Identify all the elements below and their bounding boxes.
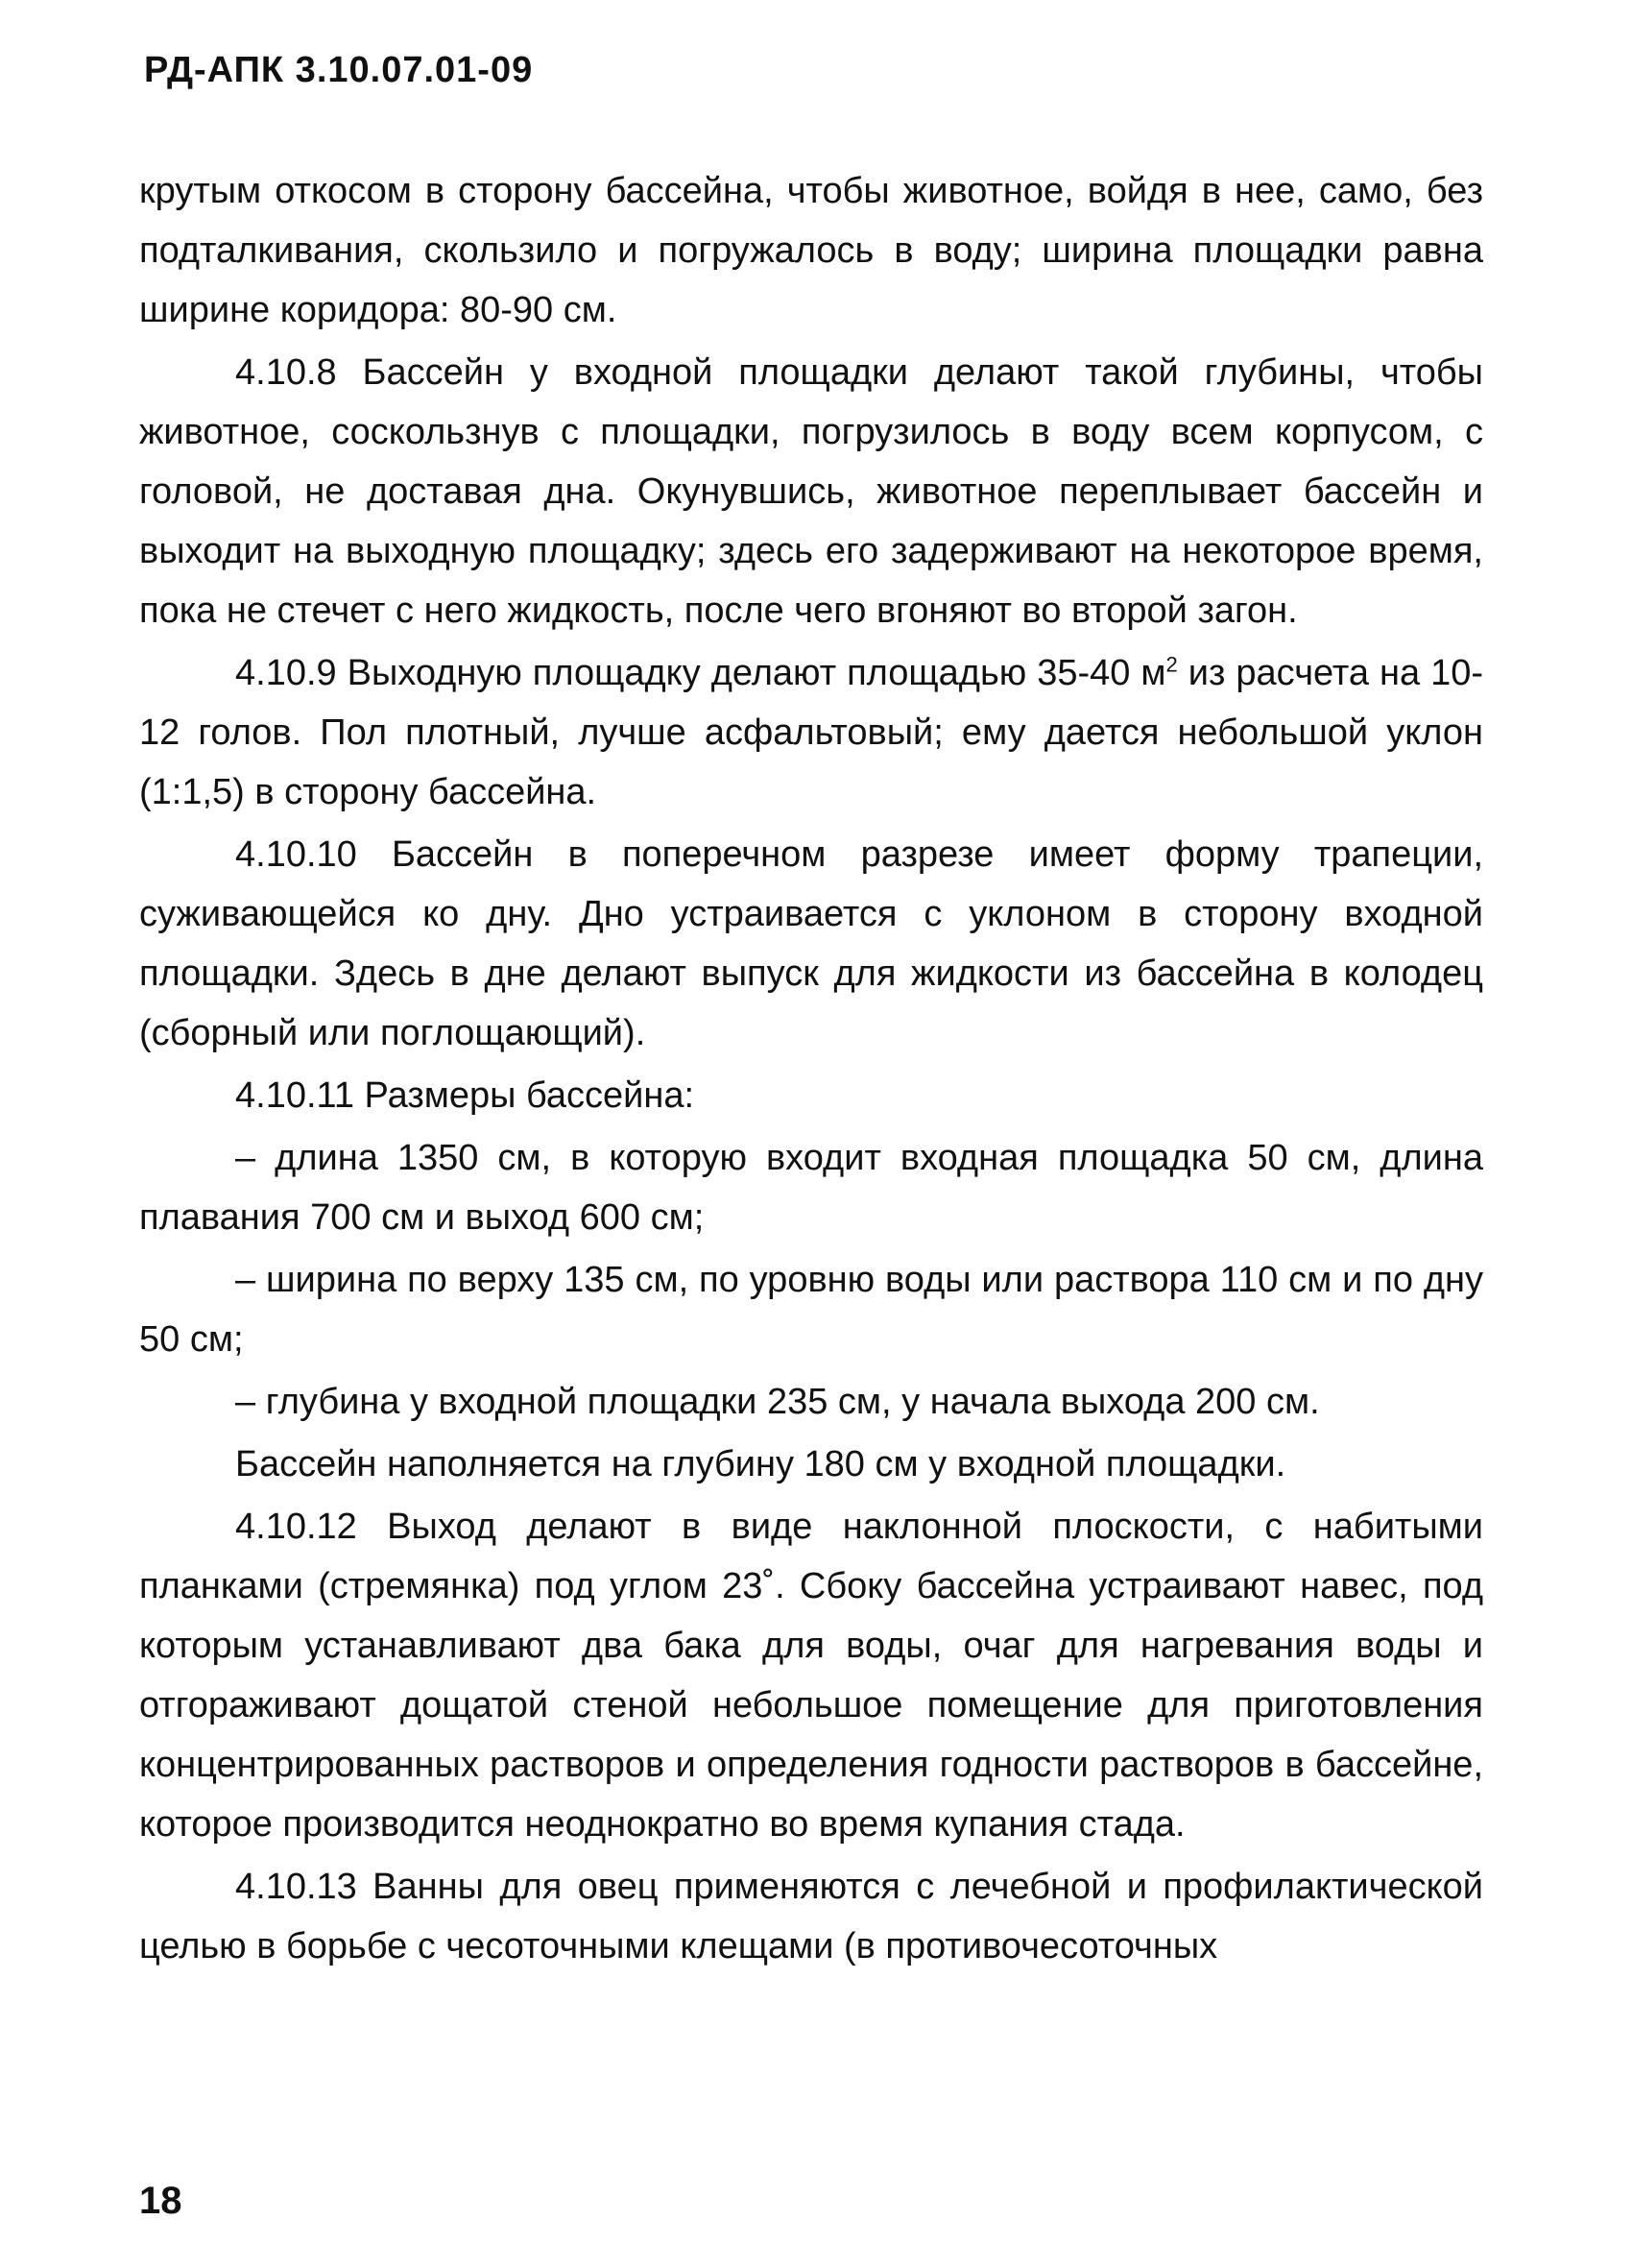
document-body — [139, 161, 1483, 1976]
paragraph-4-10-9-part2: из расчета на 10-12 голов. Пол плотный, лучше асфальтовый; ему дается небольшой уклон (1:1,5) в сторону бассейна. — [139, 653, 1483, 812]
paragraph-4-10-10: 4.10.10 Бассейн в поперечном разрезе имеет форму трапеции, суживающейся ко дну. Дно устраивается с уклоном в сторону входной площадки. Здесь в дне делают выпуск для жидкости из бассейна в колодец (сборный или поглощающий). — [139, 834, 1483, 1053]
list-item-depth: – глубина у входной площадки 235 см, у начала выхода 200 см. — [235, 1382, 1320, 1422]
paragraph-4-10-11: 4.10.11 Размеры бассейна: — [235, 1075, 695, 1116]
paragraph-4-10-9 — [139, 643, 1483, 822]
page-number: 18 — [139, 2180, 182, 2222]
superscript-squared: 2 — [1165, 652, 1178, 677]
list-item-width: – ширина по верху 135 см, по уровню воды или раствора 110 см и по дну 50 см; — [139, 1260, 1483, 1360]
paragraph-4-10-12: 4.10.12 Выход делают в виде наклонной плоскости, с набитыми планками (стремянка) под углом 23˚. Сбоку бассейна устраивают навес, под которым устанавливают два бака для воды, очаг для нагревания воды и отгораживают дощатой стеной небольшое помещение для приготовления концентрированных растворов и определения годности растворов в бассейне, которое производится неоднократно во время купания стада. — [139, 1507, 1483, 1845]
paragraph-fill-depth: Бассейн наполняется на глубину 180 см у входной площадки. — [235, 1444, 1286, 1484]
paragraph-4-10-13: 4.10.13 Ванны для овец применяются с лечебной и профилактической целью в борьбе с чесоточными клещами (в противочесоточных — [139, 1867, 1483, 1966]
paragraph-4-10-8: 4.10.8 Бассейн у входной площадки делают такой глубины, чтобы животное, соскользнув с площадки, погрузилось в воду всем корпусом, с головой, не доставая дна. Окунувшись, животное переплывает бассейн и выходит на выходную площадку; здесь его задерживают на некоторое время, пока не стечет с него жидкость, после чего вгоняют во второй загон. — [139, 352, 1483, 631]
list-item-length: – длина 1350 см, в которую входит входная площадка 50 см, длина плавания 700 см и выход 600 см; — [139, 1138, 1483, 1238]
paragraph-4-10-9-part1: 4.10.9 Выходную площадку делают площадью 35-40 м — [235, 653, 1166, 693]
document-code-header: РД-АПК 3.10.07.01-09 — [144, 50, 534, 90]
paragraph-continuation: крутым откосом в сторону бассейна, чтобы животное, войдя в нее, само, без подталкивания, скользило и погружалось в воду; ширина площадки равна ширине коридора: 80-90 см. — [139, 171, 1483, 330]
